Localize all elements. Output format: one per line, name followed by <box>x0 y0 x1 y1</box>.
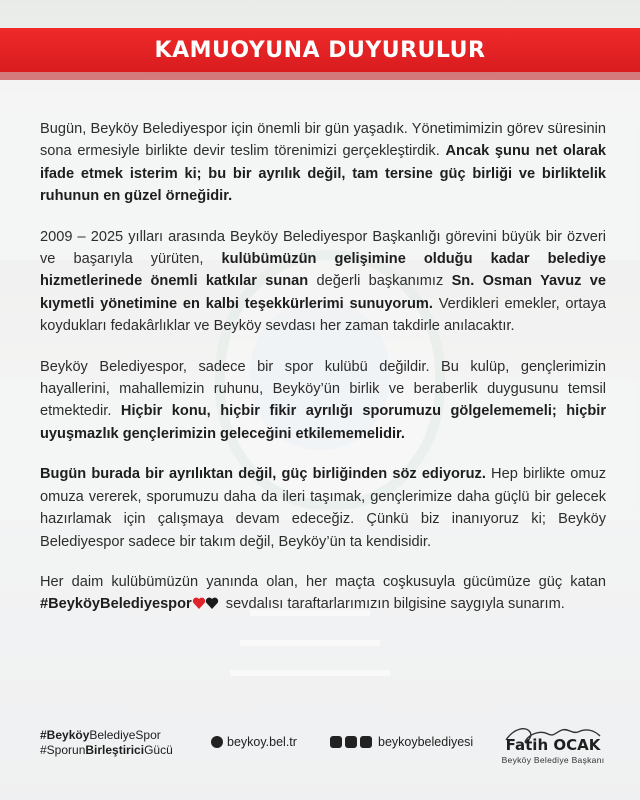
hearts-emoji <box>192 596 222 612</box>
signature-name: Fatih OCAK <box>505 736 601 754</box>
body-text: değerli başkanımız <box>308 273 452 290</box>
signature-role: Beyköy Belediye Başkanı <box>501 755 605 765</box>
body-text: Beyköy Belediyespor, sadece bir spor kulübü değildir. Bu kulüp, gençlerimizin hayallerini, mahallemizin ruhunu, Beyköy’ün birlik ve beraberlik duygusunu temsil etmektedir. <box>40 358 606 420</box>
bold-text: Ancak şunu net olarak ifade etmek isterim ki; bu bir ayrılık değil, tam tersine güç birliği ve birliktelik ruhunun en güzel örneğidir. <box>40 143 607 205</box>
paragraph-4 <box>40 463 606 553</box>
twitter-icon[interactable] <box>360 736 372 748</box>
bold-text: Sn. Osman Yavuz ve kıymetli yönetimine en kalbi teşekkürlerimi sunuyorum. <box>40 273 606 312</box>
paragraph-3 <box>40 356 606 446</box>
facebook-icon[interactable] <box>345 736 357 748</box>
title-banner <box>0 28 640 76</box>
website-label: beykoy.bel.tr <box>227 735 297 749</box>
announcement-body <box>40 118 606 634</box>
body-text: Verdikleri emekler, ortaya koydukları fedakârlıklar ve Beyköy sevdası her zaman takdirle anılacaktır. <box>40 295 606 335</box>
hashtag-1: #BeyköyBelediyeSpor <box>40 728 161 742</box>
globe-icon <box>211 736 223 748</box>
black-heart-icon <box>206 598 218 609</box>
body-text: Bugün, Beyköy Belediyespor için önemli bir gün yaşadık. Yönetimimizin görev süresinin sona ermesiyle birlikte devir teslim törenimizi gerçekleştirdik. <box>40 121 606 160</box>
body-text: Hep birlikte omuz omuza vererek, sporumuzu daha da ileri taşımak, gençlerimize daha güçlü bir gelecek hazırlamak için çalışmaya devam edeceğiz. Çünkü biz inanıyoruz ki; Beyköy Belediyespor sadece bir takım değil, Beyköy’ün ta kendisidir. <box>40 466 606 550</box>
bold-text: Hiçbir konu, hiçbir fikir ayrılığı sporumuzu gölgelememeli; hiçbir uyuşmazlık gençlerimizin geleceğini etkilememelidir. <box>40 403 606 442</box>
website[interactable] <box>211 735 297 749</box>
body-text: Her daim kulübümüzün yanında olan, her maçta coşkusuyla gücümüze güç katan <box>40 573 606 590</box>
bold-text: #BeyköyBelediyespor <box>40 596 192 613</box>
bold-text: kulübümüzün gelişimine olduğu kadar belediye hizmetlerinede önemli katkılar sunan <box>40 251 606 290</box>
footer <box>0 700 640 800</box>
paragraph-2 <box>40 226 606 338</box>
red-heart-icon <box>193 598 205 609</box>
paragraph-1 <box>40 118 606 208</box>
instagram-icon[interactable] <box>330 736 342 748</box>
bold-text: Bugün burada bir ayrılıktan değil, güç birliğinden söz ediyoruz. <box>40 466 486 483</box>
body-text: 2009 – 2025 yılları arasında Beyköy Belediyespor Başkanlığı görevini büyük bir özveri ve başarıyla yürüten, <box>40 228 606 268</box>
social-links <box>330 735 473 749</box>
social-handle: beykoybelediyesi <box>378 735 474 749</box>
body-text: sevdalısı taraftarlarımızın bilgisine saygıyla sunarım. <box>225 596 565 613</box>
page-title: KAMUOYUNA DUYURULUR <box>154 37 486 63</box>
paragraph-5 <box>40 571 606 616</box>
hashtag-2: #SporunBirleştiriciGücü <box>40 743 173 757</box>
hashtags <box>40 728 173 758</box>
